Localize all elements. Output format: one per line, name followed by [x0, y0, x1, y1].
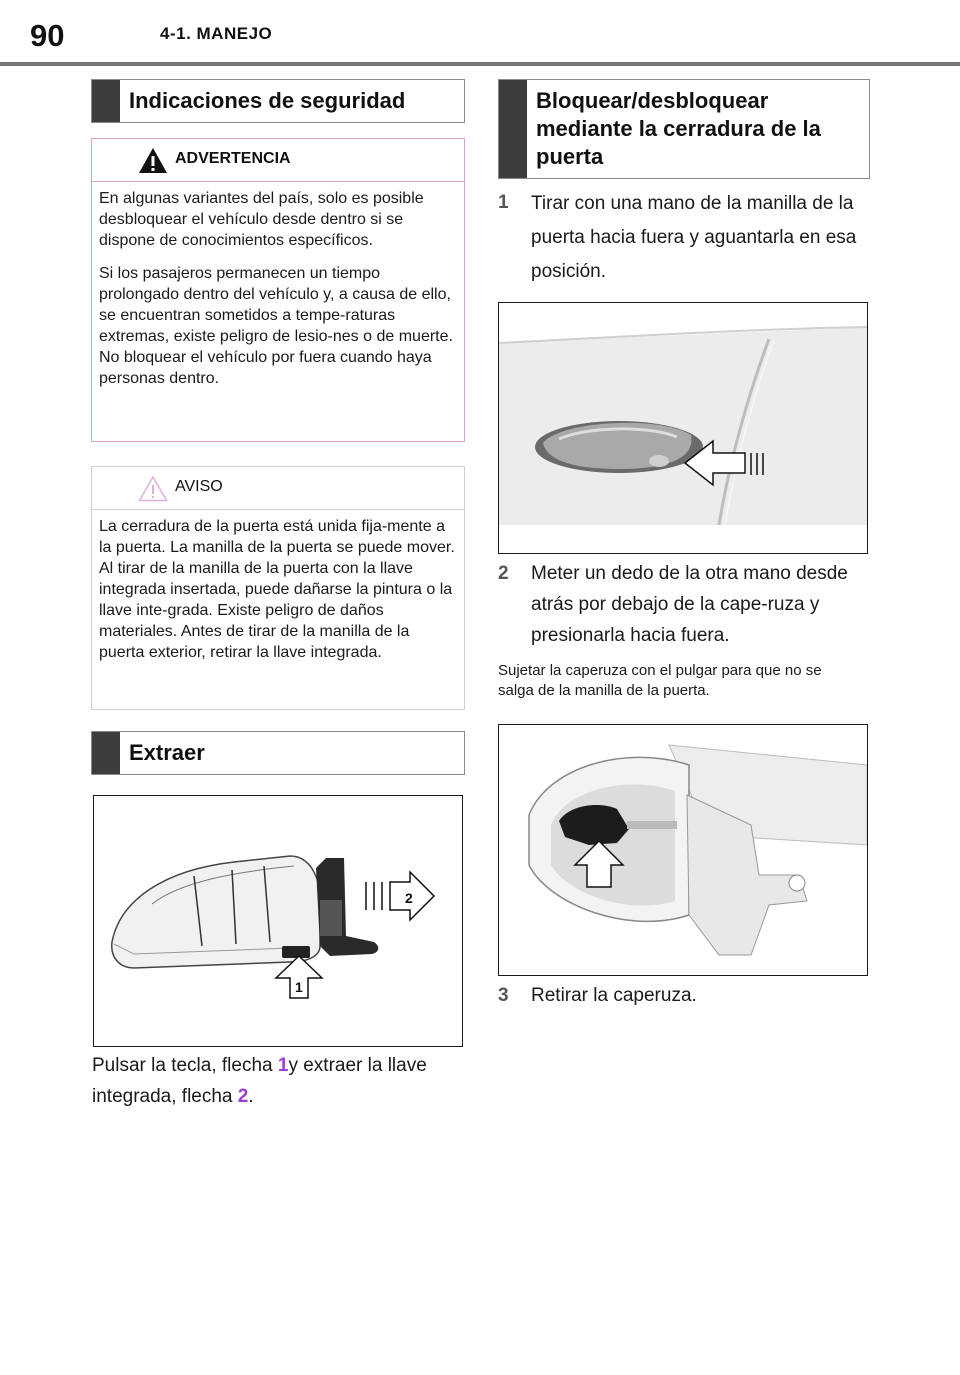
figure-cap-removal — [498, 724, 868, 976]
notice-paragraph-1: La cerradura de la puerta está unida fija-mente a la puerta. La manilla de la puerta se puede mover. Al tirar de la manilla de la puerta con la llave integrada insertada, puede dañarse la pintura o la llave inte-grada. Existe peligro de daños materiales. Antes de tirar de la manilla de la puerta exterior, retirar la llave integrada. — [99, 518, 455, 661]
door-handle-illustration — [499, 303, 867, 553]
figure-label-2: 2 — [405, 890, 413, 906]
step-number: 2 — [498, 563, 509, 584]
section-header-safety — [91, 79, 465, 123]
step-note: Sujetar la caperuza con el pulgar para que no se salga de la manilla de la puerta. — [498, 662, 822, 699]
notice-header — [92, 467, 464, 510]
step-text: Tirar con una mano de la manilla de la puerta hacia fuera y aguantarla en esa posición. — [531, 193, 857, 282]
section-header-lock — [498, 79, 870, 179]
warning-header — [92, 139, 464, 182]
notice-box — [91, 466, 465, 710]
figure-label-1: 1 — [295, 979, 303, 995]
step-1 — [498, 187, 868, 283]
caution-triangle-icon — [138, 475, 168, 502]
chapter-title: 4-1. MANEJO — [160, 24, 273, 43]
warning-paragraph-2: Si los pasajeros permanecen un tiempo prolongado dentro del vehículo y, a causa de ello, se encuentran sometidos a tempe-raturas extremas, existe peligro de lesio-nes o de muerte. No bloquear el vehículo por fuera cuando haya personas dentro. — [99, 265, 453, 387]
step-text: Retirar la caperuza. — [531, 985, 697, 1006]
section-title: Indicaciones de seguridad — [129, 88, 406, 113]
caption-arrow-2: 2 — [237, 1086, 249, 1107]
extraer-caption — [92, 1050, 452, 1112]
figure-key-extraction — [93, 795, 463, 1047]
caption-part-2: y extraer la llave integrada, flecha — [92, 1055, 427, 1107]
caption-part-3: . — [248, 1086, 254, 1107]
section-title: Extraer — [129, 740, 205, 765]
caption-part-1: Pulsar la tecla, flecha — [92, 1055, 278, 1076]
section-title: Bloquear/desbloquear mediante la cerradura de la puerta — [536, 88, 821, 169]
warning-body — [92, 182, 464, 389]
section-bar — [92, 732, 120, 774]
warning-paragraph-1: En algunas variantes del país, solo es posible desbloquear el vehículo desde dentro si se dispone de conocimientos específicos. — [99, 190, 424, 249]
step-number: 1 — [498, 192, 509, 213]
warning-label: ADVERTENCIA — [175, 150, 291, 167]
header-rule — [0, 62, 960, 66]
notice-body — [92, 510, 464, 663]
section-bar — [499, 80, 527, 178]
step-2 — [498, 558, 868, 654]
section-header-extraer — [91, 731, 465, 775]
step-3 — [498, 980, 868, 1014]
notice-label: AVISO — [175, 478, 223, 495]
warning-triangle-icon — [138, 147, 168, 174]
page-number: 90 — [30, 18, 65, 53]
key-extraction-illustration — [94, 796, 462, 1046]
cap-removal-illustration — [499, 725, 867, 975]
step-text: Meter un dedo de la otra mano desde atrás por debajo de la cape-ruza y presionarla hacia fuera. — [531, 563, 848, 646]
caption-arrow-1: 1 — [277, 1055, 289, 1076]
step-number: 3 — [498, 985, 509, 1006]
section-bar — [92, 80, 120, 122]
figure-door-handle — [498, 302, 868, 554]
warning-box — [91, 138, 465, 442]
